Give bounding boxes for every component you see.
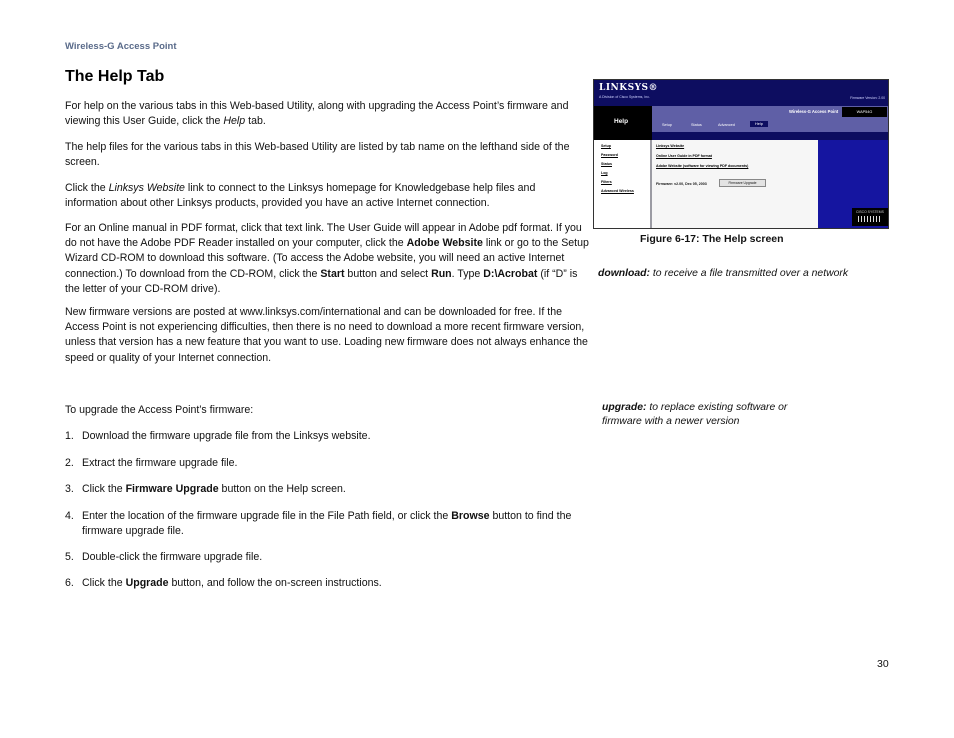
cisco-logo-text: CISCO SYSTEMS xyxy=(856,210,884,214)
sidebar-item-setup[interactable]: Setup xyxy=(601,144,611,148)
list-item: 6. Click the Upgrade button, and follow the on-screen instructions. xyxy=(65,577,382,589)
list-item: 4. Enter the location of the firmware upgrade file in the File Path field, or click the Browse button to find the firmware upgrade file. xyxy=(65,510,572,538)
sidebar-item-log[interactable]: Log xyxy=(601,171,608,175)
list-item: 2. Extract the firmware upgrade file. xyxy=(65,457,238,469)
tab-help[interactable]: Help xyxy=(750,121,768,127)
list-item: 1. Download the firmware upgrade file from the Linksys website. xyxy=(65,430,371,442)
tab-underline-bar xyxy=(652,132,889,140)
brand-subtitle: A Division of Cisco Systems, Inc. xyxy=(599,95,650,99)
list-item: 5. Double-click the firmware upgrade file. xyxy=(65,551,263,563)
firmware-upgrade-button[interactable]: Firmware Upgrade xyxy=(719,179,766,187)
paragraph-linksys-website: Click the Linksys Website link to connect to the Linksys homepage for Knowledgebase help files and information about other Linksys products, provided you have an active Internet connection. xyxy=(65,182,536,210)
paragraph-upgrade-intro: To upgrade the Access Point’s firmware: xyxy=(65,404,254,416)
paragraph-online-manual: For an Online manual in PDF format, click that text link. The User Guide will appear in Adobe pdf format. If you do not have the Adobe PDF Reader installed on your computer, click the Adobe Website link or go to the Setup Wizard CD-ROM to download this software. (To access the Adobe website, you will need an active Internet connection.) To download from the CD-ROM, click the Start button and select Run. Type D:\Acrobat (if “D” is the letter of your CD-ROM drive). xyxy=(65,222,589,295)
section-label: Help xyxy=(614,118,629,125)
help-screen-screenshot xyxy=(593,79,889,229)
definition-upgrade: upgrade: to replace existing software or firmware with a newer version xyxy=(602,402,788,427)
paragraph-new-firmware: New firmware versions are posted at www.linksys.com/international and can be downloaded for free. If the Access Point is not experiencing difficulties, then there is no need to download a more recent firmware version, unless that version has a new feature that you want to use. Loading new firmware does not always enhance the speed or quality of your Internet connection. xyxy=(65,306,588,364)
product-name: Wireless-G Access Point xyxy=(789,109,839,114)
tab-status[interactable]: Status xyxy=(691,123,702,127)
figure-caption: Figure 6-17: The Help screen xyxy=(640,233,784,245)
sidebar-item-status[interactable]: Status xyxy=(601,162,612,166)
sidebar-item-password[interactable]: Password xyxy=(601,153,618,157)
section-title: The Help Tab xyxy=(65,68,165,85)
page-number: 30 xyxy=(877,658,889,670)
model-badge: WAP54G xyxy=(842,107,887,117)
sidebar-item-advanced-wireless[interactable]: Advanced Wireless xyxy=(601,189,634,193)
paragraph-help-files: The help files for the various tabs in this Web-based Utility are listed by tab name on the lefthand side of the screen. xyxy=(65,141,570,169)
tab-advanced[interactable]: Advanced xyxy=(718,123,735,127)
tab-bar xyxy=(652,119,889,132)
adobe-website-link[interactable]: Adobe Website (software for viewing PDF documents) xyxy=(656,164,749,168)
firmware-version-label: Firmware Version: 2.00 xyxy=(850,96,885,100)
running-header: Wireless-G Access Point xyxy=(65,41,177,52)
cisco-bars-icon xyxy=(858,216,882,222)
definition-download: download: to receive a file transmitted over a network xyxy=(598,268,849,279)
linksys-logo: LINKSYS® xyxy=(599,83,659,93)
sidebar-item-filters[interactable]: Filters xyxy=(601,180,612,184)
tab-setup[interactable]: Setup xyxy=(662,123,672,127)
paragraph-help-intro: For help on the various tabs in this Web-based Utility, along with upgrading the Access Point’s firmware and viewing this User Guide, click the Help tab. xyxy=(65,100,569,128)
firmware-info: Firmware: v2.00, Dec 05, 2003 xyxy=(656,182,707,186)
online-user-guide-link[interactable]: Online User Guide in PDF format xyxy=(656,154,712,158)
linksys-website-link[interactable]: Linksys Website xyxy=(656,144,685,148)
list-item: 3. Click the Firmware Upgrade button on the Help screen. xyxy=(65,483,346,495)
